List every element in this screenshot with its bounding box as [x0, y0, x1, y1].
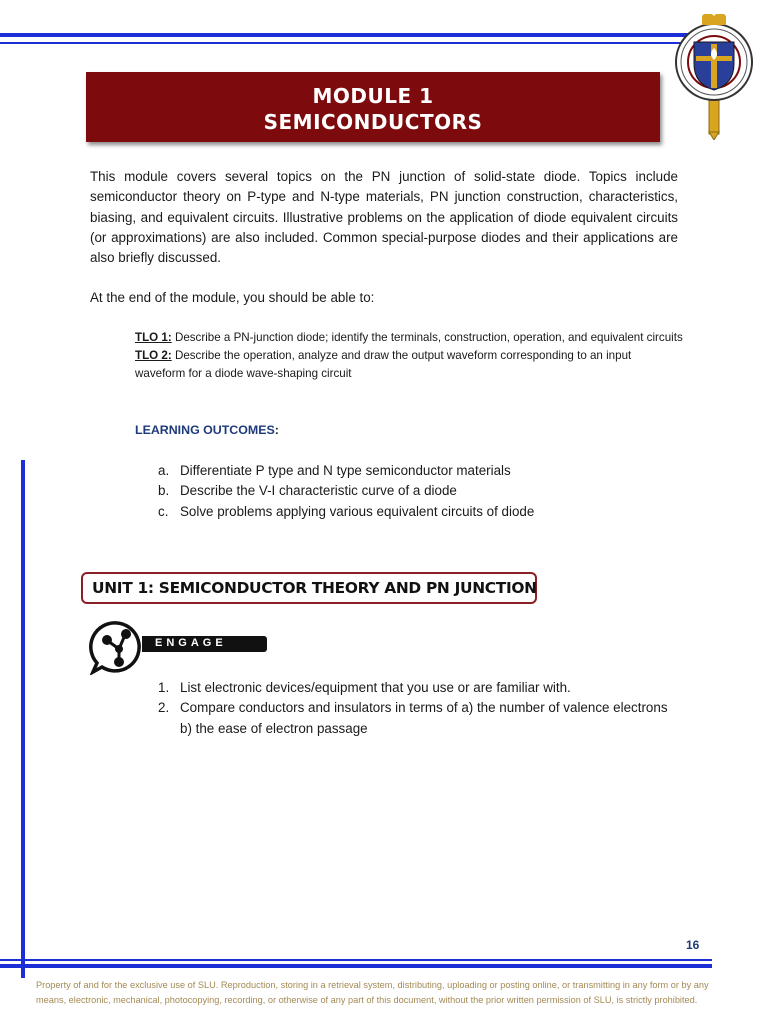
engage-badge	[142, 636, 267, 652]
list-marker: 1.	[158, 680, 170, 695]
list-item	[158, 698, 678, 739]
unit-title: UNIT 1: SEMICONDUCTOR THEORY AND PN JUNCTION	[92, 579, 537, 597]
top-rule-thick	[0, 33, 700, 37]
footer-line: Property of and for the exclusive use of SLU. Reproduction, storing in a retrieval system, distributing, uploading or posting online, or transmitting in any form or by any	[36, 980, 709, 990]
unit-title-box	[81, 572, 537, 604]
engage-label: ENGAGE	[155, 637, 227, 649]
tlo-text: Describe the operation, analyze and draw the output waveform corresponding to an input waveform for a diode wave-shaping circuit	[135, 349, 632, 380]
learning-outcomes-list	[158, 461, 678, 522]
engage-activity-list	[158, 678, 678, 739]
bottom-rule-thick	[0, 964, 712, 968]
top-rule-thin	[0, 42, 700, 44]
module-title: SEMICONDUCTORS	[263, 110, 483, 134]
page-number: 16	[686, 938, 700, 952]
tlo-item	[135, 347, 683, 383]
university-seal-icon	[672, 14, 756, 140]
module-number: MODULE 1	[312, 84, 434, 108]
list-marker: a.	[158, 463, 170, 478]
list-item	[158, 461, 678, 481]
learning-outcomes-heading	[135, 423, 279, 437]
learning-outcomes-heading-text: LEARNING OUTCOMES	[135, 423, 275, 437]
footer-line: means, electronic, mechanical, photocopying, recording, or otherwise of any part of this document, without the prior written permission of SLU, is strictly prohibited.	[36, 994, 698, 1005]
tlo-tag: TLO 1:	[135, 331, 172, 344]
list-marker: c.	[158, 503, 169, 519]
list-item	[158, 502, 678, 522]
tlo-text: Describe a PN-junction diode; identify the terminals, construction, operation, and equivalent circuits	[171, 331, 683, 344]
tlo-tag: TLO 2:	[135, 349, 172, 362]
list-marker: 2.	[158, 700, 170, 716]
heading-colon: :	[274, 423, 279, 437]
terminal-learning-outcomes	[135, 329, 683, 383]
objectives-lead-in: At the end of the module, you should be able to:	[90, 290, 375, 305]
list-item-text: Differentiate P type and N type semiconductor materials	[180, 463, 511, 478]
module-description: This module covers several topics on the PN junction of solid-state diode. Topics include semiconductor theory on P-type and N-type materials, PN junction construction, characteristics, biasing, and equivalent circuits. Illustrative problems on the application of diode equivalent circuits (or approximations) are also included. Common special-purpose diodes and their applications are also briefly discussed.	[90, 169, 678, 266]
module-title-banner	[86, 72, 660, 142]
share-network-icon	[89, 619, 145, 675]
tlo-item	[135, 329, 683, 347]
list-item	[158, 481, 678, 501]
list-marker: b.	[158, 483, 170, 499]
list-item	[158, 678, 678, 698]
list-item-text: Compare conductors and insulators in terms of a) the number of valence electrons b) the ease of electron passage	[180, 700, 668, 736]
list-item-text: List electronic devices/equipment that you use or are familiar with.	[180, 680, 571, 695]
list-item-text: Describe the V-I characteristic curve of a diode	[180, 483, 457, 499]
bottom-rule-thin	[0, 959, 712, 961]
copyright-footer	[36, 978, 736, 1007]
list-item-text: Solve problems applying various equivalent circuits of diode	[180, 503, 535, 519]
left-margin-rule	[21, 460, 25, 978]
